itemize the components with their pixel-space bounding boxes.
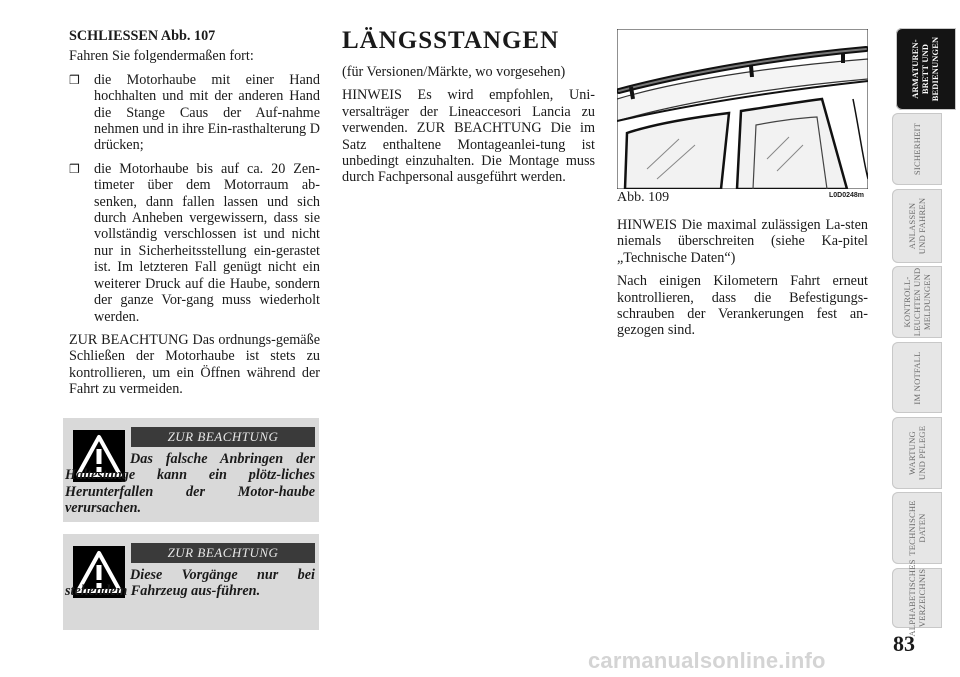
tab-notfall[interactable]: [892, 342, 942, 413]
middle-column: [342, 28, 595, 193]
watermark: carmanualsonline.info: [588, 648, 826, 673]
check-note: Nach einigen Kilometern Fahrt erneut kontrollieren, dass die Befestigungs-schrauben der Verankerungen fest an-gezogen sind.: [617, 273, 868, 339]
warning-header: ZUR BEACHTUNG: [131, 543, 315, 563]
tab-technische-daten[interactable]: [892, 492, 942, 564]
tab-label: ALPHABETISCHES VERZEICHNIS: [907, 559, 927, 637]
tab-label: ARMATUREN- BRETT UND BEDIENUNGEN: [911, 36, 940, 102]
tab-anlassen[interactable]: [892, 189, 942, 263]
warning-header: ZUR BEACHTUNG: [131, 427, 315, 447]
tab-wartung[interactable]: [892, 417, 942, 489]
tab-kontrollleuchten[interactable]: [892, 266, 942, 338]
tab-label: IM NOTFALL: [912, 350, 922, 405]
checkbox-bullet-icon: ❒: [69, 161, 80, 176]
warning-text: Diese Vorgänge nur bei stehendem Fahrzeug aus-führen.: [65, 567, 315, 600]
tab-sicherheit[interactable]: [892, 113, 942, 185]
warning-box: [63, 418, 319, 522]
hint-note: HINWEIS Die maximal zulässigen La-sten niemals überschreiten (siehe Ka-pitel „Technische Daten“): [617, 217, 868, 266]
hint-note: HINWEIS Es wird empfohlen, Uni-versalträger der Lineaccesori Lancia zu verwenden. ZUR BEACHTUNG Die im Satz enthaltene Montageanlei-tung ist unbedingt einzuhalten. Die Montage muss durch Fachpersonal ausgeführt werden.: [342, 87, 595, 186]
checkbox-bullet-icon: ❒: [69, 72, 80, 87]
figure-label: Abb. 109: [617, 190, 670, 205]
page-number: 83: [893, 631, 915, 656]
roof-rail-illustration: [617, 29, 868, 189]
section-title: LÄNGSSTANGEN: [342, 27, 560, 54]
list-item-text: die Motorhaube bis auf ca. 20 Zen-timeter über dem Motorraum ab-senken, dann fallen lassen und sich durch Anheben vergewissern, dass sie vollständig verschlossen ist und nicht nur in Sicherheitsstellung ein-gerastet ist. Im letzteren Fall genügt nicht ein weiterer Druck auf die Haube, sondern der ganze Vor-gang muss wiederholt werden.: [94, 160, 320, 325]
tab-verzeichnis[interactable]: [892, 559, 942, 637]
warning-box: [63, 534, 319, 630]
section-heading: SCHLIESSEN Abb. 107: [69, 28, 216, 44]
left-column: [69, 28, 320, 405]
figure-code: L0D0248m: [828, 192, 864, 199]
right-column: [617, 217, 868, 346]
figure-caption: [617, 191, 868, 205]
list-item: [69, 161, 320, 325]
warning-text: Das falsche Anbringen der Haltestange kann ein plötz-liches Herunterfallen der Motor-haube verursachen.: [65, 451, 315, 517]
tab-label: TECHNISCHE DATEN: [907, 500, 927, 556]
list-item-text: die Motorhaube mit einer Hand hochhalten und mit der anderen Hand die Stange Caus der Auf-nahme nehmen und in ihre Ein-rasthalterung D drücken;: [94, 71, 320, 154]
list-item: [69, 72, 320, 154]
tab-label: ANLASSEN UND FAHREN: [907, 197, 927, 255]
tab-label: SICHERHEIT: [912, 122, 922, 176]
caution-note: ZUR BEACHTUNG Das ordnungs-gemäße Schließen der Motorhaube ist stets zu kontrollieren, um ein Öffnen während der Fahrt zu vermeiden.: [69, 331, 320, 398]
intro-text: Fahren Sie folgendermaßen fort:: [69, 48, 254, 65]
section-subtitle: (für Versionen/Märkte, wo vorgesehen): [342, 64, 566, 80]
tab-armaturenbrett[interactable]: [896, 28, 956, 110]
tab-label: WARTUNG UND PFLEGE: [907, 425, 927, 481]
tab-label: KONTROLL- LEUCHTEN UND MELDUNGEN: [902, 267, 932, 337]
